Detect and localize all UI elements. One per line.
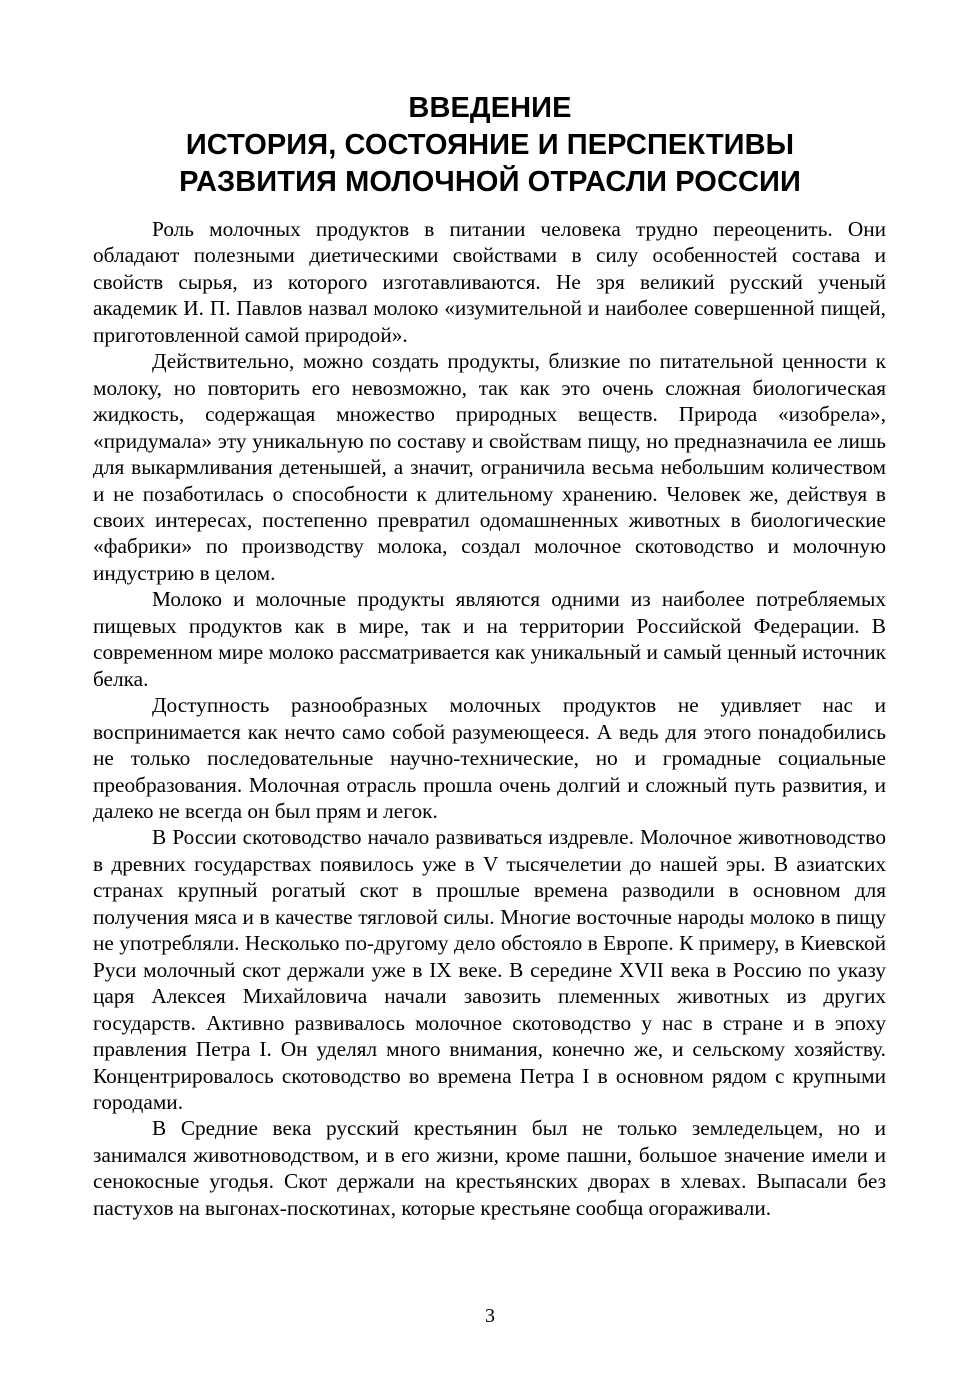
paragraph-5: В России скотоводство начало развиваться издревле. Молочное животноводство в древних государствах появилось уже в V тысячелетии до нашей эры. В азиатских странах крупный рогатый скот в прошлые времена разводили в основном для получения мяса и в качестве тягловой силы. Многие восточные народы молоко в пищу не употребляли. Несколько по-другому дело обстояло в Европе. К примеру, в Киевской Руси молочный скот держали уже в IX веке. В середине XVII века в Россию по указу царя Алексея Михайловича начали завозить племенных животных из других государств. Активно развивалось молочное скотоводство у нас в стране и в эпоху правления Петра I. Он уделял много внимания, конечно же, и сельскому хозяйству. Концентрировалось скотоводство во времена Петра I в основном рядом с крупными городами. (93, 825, 886, 1114)
chapter-title-line-3: РАЗВИТИЯ МОЛОЧНОЙ ОТРАСЛИ РОССИИ (179, 166, 801, 198)
chapter-heading (95, 90, 885, 201)
chapter-title-line-2: ИСТОРИЯ, СОСТОЯНИЕ И ПЕРСПЕКТИВЫ (185, 129, 795, 161)
paragraph-3: Молоко и молочные продукты являются одними из наиболее потребляемых пищевых продуктов как в мире, так и на территории Российской Федерации. В современном мире молоко рассматривается как уникальный и самый ценный источник белка. (93, 587, 886, 691)
paragraph-2: Действительно, можно создать продукты, близкие по питательной ценности к молоку, но повторить его невозможно, так как это очень сложная биологическая жидкость, содержащая множество природных веществ. Природа «изобрела», «придумала» эту уникальную по составу и свойствам пищу, но предназначила ее лишь для выкармливания детенышей, а значит, ограничила весьма небольшим количеством и не позаботилась о способности к длительному хранению. Человек же, действуя в своих интересах, постепенно превратил одомашненных животных в биологические «фабрики» по производству молока, создал молочное скотоводство и молочную индустрию в целом. (93, 349, 886, 585)
paragraph-4: Доступность разнообразных молочных продуктов не удивляет нас и воспринимается как нечто само собой разумеющееся. А ведь для этого понадобились не только последовательные научно-технические, но и громадные социальные преобразования. Молочная отрасль прошла очень долгий и сложный путь развития, и далеко не всегда он был прям и легок. (93, 693, 886, 823)
paragraph-6: В Средние века русский крестьянин был не только земледельцем, но и занимался животноводством, и в его жизни, кроме пашни, большое значение имели и сенокосные угодья. Скот держали на крестьянских дворах в хлевах. Выпасали без пастухов на выгонах-поскотинах, которые крестьяне сообща огораживали. (93, 1116, 886, 1220)
page-number: 3 (485, 1305, 495, 1327)
body-text (93, 216, 886, 1221)
paragraph-1: Роль молочных продуктов в питании человека трудно переоценить. Они обладают полезными диетическими свойствами в силу особенностей состава и свойств сырья, из которого изготавливаются. Не зря великий русский ученый академик И. П. Павлов назвал молоко «изумительной и наиболее совершенной пищей, приготовленной самой природой». (93, 217, 886, 347)
chapter-title-line-1: ВВЕДЕНИЕ (408, 92, 572, 124)
